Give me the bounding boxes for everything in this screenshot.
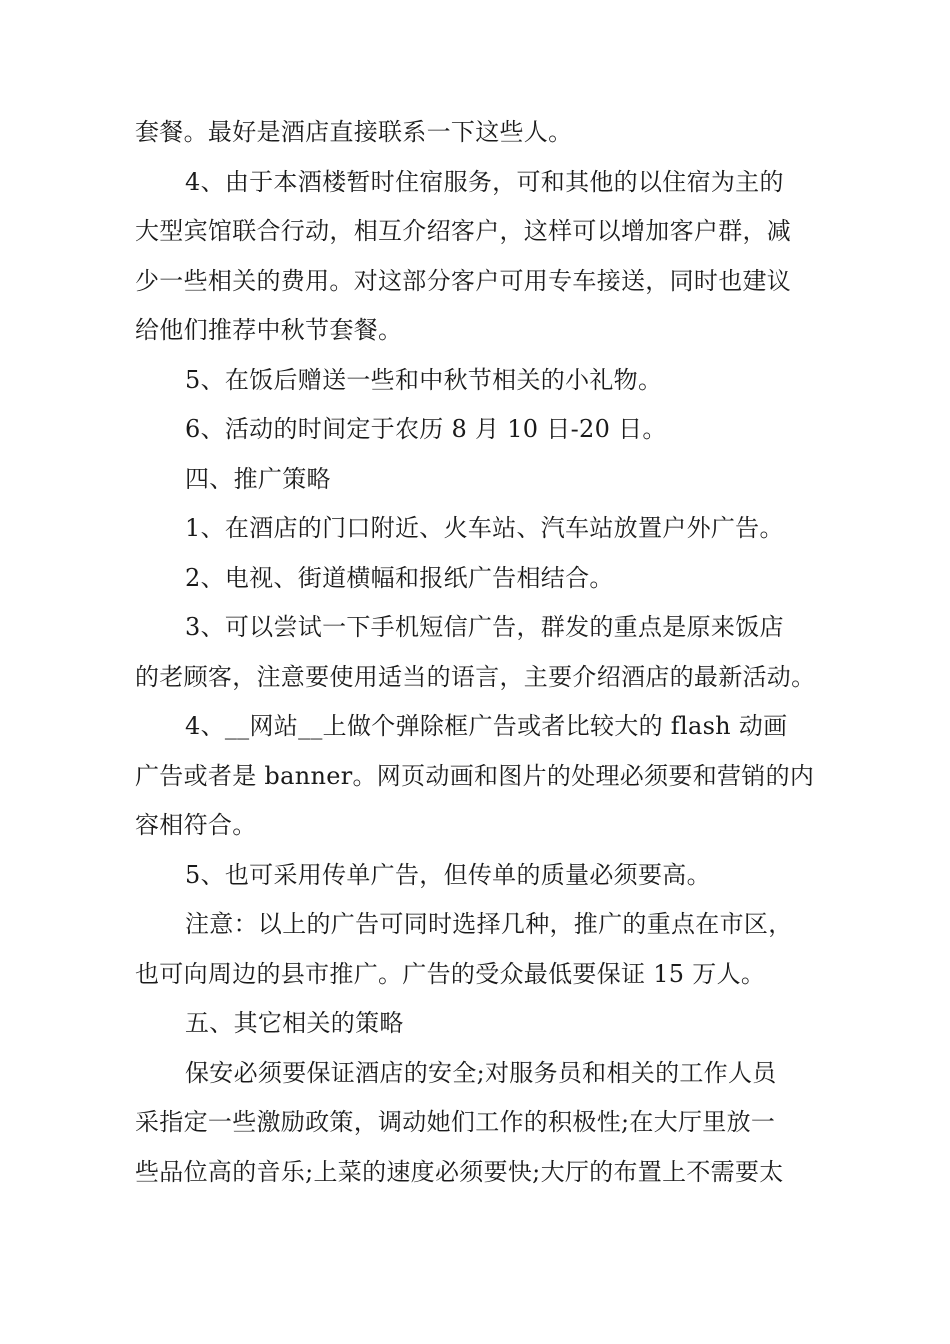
section-heading-other-strategies: 五、其它相关的策略	[185, 1009, 404, 1037]
text-line-13: 4、__网站__上做个弹除框广告或者比较大的 flash 动画	[185, 712, 788, 740]
text-line-20: 保安必须要保证酒店的安全;对服务员和相关的工作人员	[185, 1058, 777, 1087]
text-line-7: 6、活动的时间定于农历 8 月 10 日-20 日。	[185, 415, 667, 443]
text-line-5: 给他们推荐中秋节套餐。	[135, 316, 403, 344]
text-line-16: 5、也可采用传单广告，但传单的质量必须要高。	[185, 860, 711, 889]
text-line-6: 5、在饭后赠送一些和中秋节相关的小礼物。	[185, 365, 663, 394]
text-line-1: 套餐。最好是酒店直接联系一下这些人。	[135, 118, 573, 146]
text-line-21: 采指定一些激励政策，调动她们工作的积极性;在大厅里放一	[135, 1108, 776, 1136]
text-line-3: 大型宾馆联合行动，相互介绍客户，这样可以增加客户群，减	[135, 217, 792, 245]
text-line-14: 广告或者是 banner。网页动画和图片的处理必须要和营销的内	[135, 761, 815, 790]
text-line-2: 4、由于本酒楼暂时住宿服务，可和其他的以住宿为主的	[185, 167, 784, 196]
text-line-11: 3、可以尝试一下手机短信广告，群发的重点是原来饭店	[185, 613, 784, 641]
text-line-17: 注意：以上的广告可同时选择几种，推广的重点在市区，	[185, 910, 793, 938]
text-line-12: 的老顾客，注意要使用适当的语言，主要介绍酒店的最新活动。	[135, 662, 816, 691]
text-line-10: 2、电视、街道横幅和报纸广告相结合。	[185, 563, 614, 592]
text-line-22: 些品位高的音乐;上菜的速度必须要快;大厅的布置上不需要太	[135, 1157, 784, 1186]
text-line-18: 也可向周边的县市推广。广告的受众最低要保证 15 万人。	[135, 959, 766, 988]
text-line-4: 少一些相关的费用。对这部分客户可用专车接送，同时也建议	[135, 266, 792, 295]
section-heading-promotion: 四、推广策略	[185, 464, 331, 493]
text-line-15: 容相符合。	[135, 811, 257, 839]
text-line-9: 1、在酒店的门口附近、火车站、汽车站放置户外广告。	[185, 514, 784, 542]
document-body	[135, 108, 835, 1197]
